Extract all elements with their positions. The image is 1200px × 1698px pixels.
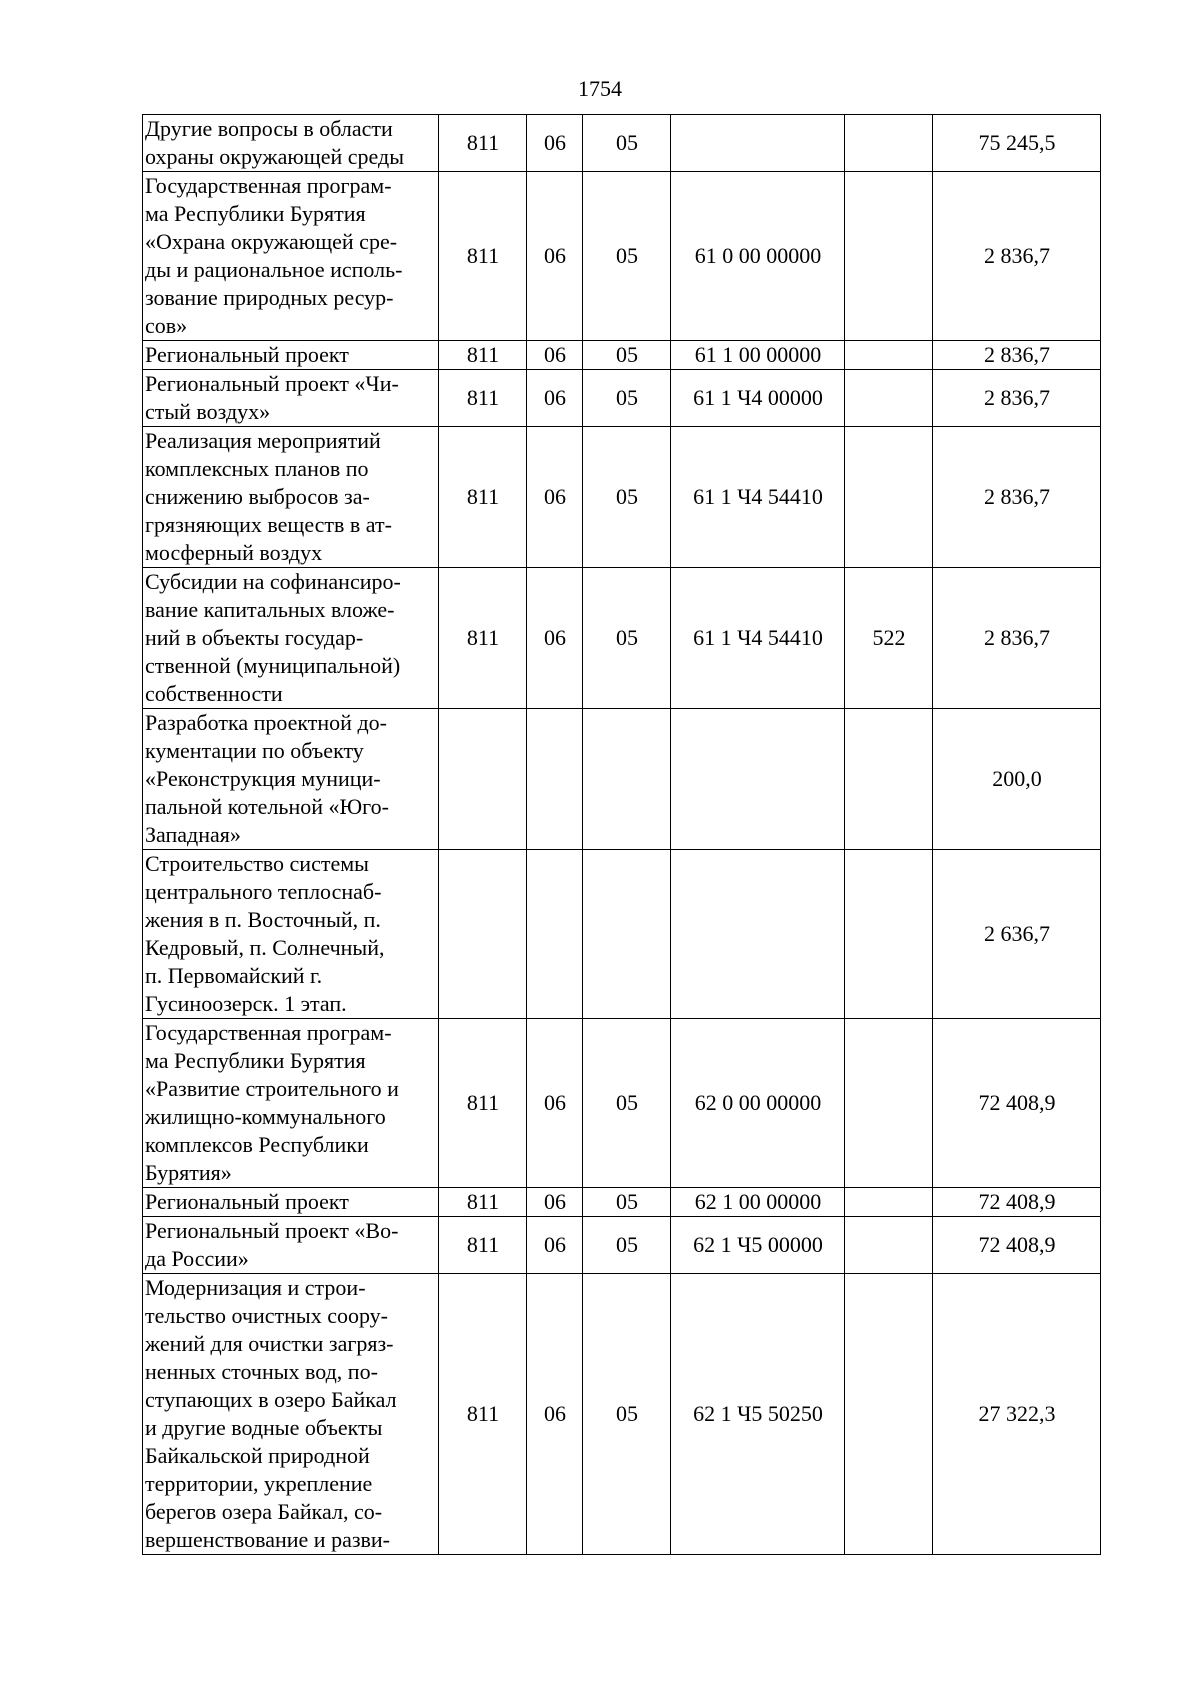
name-line: Байкальской природной bbox=[145, 1443, 370, 1468]
name-line: берегов озера Байкал, со- bbox=[145, 1499, 383, 1524]
table-row bbox=[143, 115, 1101, 172]
name-cell bbox=[143, 709, 439, 850]
target-article-cell: 62 1 Ч5 00000 bbox=[671, 1217, 845, 1274]
name-line: территории, укрепление bbox=[145, 1471, 373, 1496]
subsection-cell bbox=[583, 709, 671, 850]
glav-cell: 811 bbox=[439, 172, 527, 341]
expense-type-cell bbox=[845, 1019, 933, 1188]
expense-type-cell bbox=[845, 172, 933, 341]
expense-type-cell bbox=[845, 427, 933, 568]
table-row bbox=[143, 370, 1101, 427]
expense-type-cell bbox=[845, 1188, 933, 1217]
glav-cell: 811 bbox=[439, 1217, 527, 1274]
target-article-cell bbox=[671, 850, 845, 1019]
name-line: Государственная програм- bbox=[145, 1020, 392, 1045]
name-line: вершенствование и разви- bbox=[145, 1527, 391, 1552]
name-cell bbox=[143, 1019, 439, 1188]
section-cell bbox=[527, 709, 583, 850]
name-line: Региональный проект bbox=[145, 342, 349, 367]
name-line: пальной котельной «Юго- bbox=[145, 794, 389, 819]
subsection-cell: 05 bbox=[583, 568, 671, 709]
target-article-cell: 62 0 00 00000 bbox=[671, 1019, 845, 1188]
subsection-cell: 05 bbox=[583, 370, 671, 427]
section-cell: 06 bbox=[527, 1217, 583, 1274]
name-line: Государственная програм- bbox=[145, 173, 392, 198]
section-cell: 06 bbox=[527, 1019, 583, 1188]
section-cell: 06 bbox=[527, 1188, 583, 1217]
target-article-cell bbox=[671, 115, 845, 172]
amount-cell: 2 836,7 bbox=[933, 341, 1101, 370]
name-line: Другие вопросы в области bbox=[145, 116, 393, 141]
name-cell bbox=[143, 341, 439, 370]
name-line: Строительство системы bbox=[145, 851, 369, 876]
name-cell bbox=[143, 1217, 439, 1274]
name-cell bbox=[143, 172, 439, 341]
name-line: тельство очистных соору- bbox=[145, 1303, 389, 1328]
table-row bbox=[143, 1019, 1101, 1188]
subsection-cell: 05 bbox=[583, 1188, 671, 1217]
name-line: Модернизация и строи- bbox=[145, 1275, 366, 1300]
name-cell bbox=[143, 370, 439, 427]
glav-cell: 811 bbox=[439, 341, 527, 370]
table-row bbox=[143, 850, 1101, 1019]
name-line: стый воздух» bbox=[145, 399, 271, 424]
name-line: снижению выбросов за- bbox=[145, 484, 370, 509]
amount-cell: 2 836,7 bbox=[933, 172, 1101, 341]
name-line: Субсидии на софинансиро- bbox=[145, 569, 401, 594]
target-article-cell: 62 1 Ч5 50250 bbox=[671, 1274, 845, 1555]
glav-cell: 811 bbox=[439, 370, 527, 427]
glav-cell bbox=[439, 709, 527, 850]
amount-cell: 72 408,9 bbox=[933, 1217, 1101, 1274]
section-cell: 06 bbox=[527, 115, 583, 172]
name-line: собственности bbox=[145, 681, 283, 706]
table-row bbox=[143, 1188, 1101, 1217]
name-line: ма Республики Бурятия bbox=[145, 1048, 366, 1073]
table-body bbox=[143, 115, 1101, 1555]
amount-cell: 2 836,7 bbox=[933, 427, 1101, 568]
amount-cell: 72 408,9 bbox=[933, 1019, 1101, 1188]
name-line: зование природных ресур- bbox=[145, 285, 394, 310]
expense-type-cell bbox=[845, 850, 933, 1019]
glav-cell: 811 bbox=[439, 568, 527, 709]
name-line: грязняющих веществ в ат- bbox=[145, 512, 392, 537]
name-line: «Развитие строительного и bbox=[145, 1076, 399, 1101]
target-article-cell: 62 1 00 00000 bbox=[671, 1188, 845, 1217]
name-line: Региональный проект bbox=[145, 1189, 349, 1214]
name-line: Гусиноозерск. 1 этап. bbox=[145, 991, 347, 1016]
glav-cell: 811 bbox=[439, 1188, 527, 1217]
name-line: Региональный проект «Во- bbox=[145, 1218, 399, 1243]
name-line: ний в объекты государ- bbox=[145, 625, 364, 650]
amount-cell: 72 408,9 bbox=[933, 1188, 1101, 1217]
table-row bbox=[143, 709, 1101, 850]
name-cell bbox=[143, 427, 439, 568]
name-line: жений для очистки загряз- bbox=[145, 1331, 394, 1356]
section-cell: 06 bbox=[527, 427, 583, 568]
page-number: 1754 bbox=[578, 76, 622, 101]
expense-type-cell bbox=[845, 115, 933, 172]
name-line: жения в п. Восточный, п. bbox=[145, 907, 381, 932]
name-line: кументации по объекту bbox=[145, 738, 364, 763]
target-article-cell bbox=[671, 709, 845, 850]
subsection-cell: 05 bbox=[583, 172, 671, 341]
expense-type-cell bbox=[845, 709, 933, 850]
section-cell: 06 bbox=[527, 1274, 583, 1555]
table-row bbox=[143, 1274, 1101, 1555]
name-line: «Охрана окружающей сре- bbox=[145, 229, 398, 254]
section-cell: 06 bbox=[527, 370, 583, 427]
section-cell: 06 bbox=[527, 568, 583, 709]
budget-table bbox=[142, 114, 1101, 1555]
subsection-cell: 05 bbox=[583, 115, 671, 172]
subsection-cell: 05 bbox=[583, 1019, 671, 1188]
name-cell bbox=[143, 1188, 439, 1217]
section-cell: 06 bbox=[527, 172, 583, 341]
target-article-cell: 61 1 Ч4 00000 bbox=[671, 370, 845, 427]
name-line: сов» bbox=[145, 313, 188, 338]
glav-cell: 811 bbox=[439, 1019, 527, 1188]
name-cell bbox=[143, 115, 439, 172]
amount-cell: 2 636,7 bbox=[933, 850, 1101, 1019]
target-article-cell: 61 1 00 00000 bbox=[671, 341, 845, 370]
section-cell bbox=[527, 850, 583, 1019]
name-line: комплексных планов по bbox=[145, 456, 369, 481]
glav-cell: 811 bbox=[439, 427, 527, 568]
subsection-cell bbox=[583, 850, 671, 1019]
amount-cell: 75 245,5 bbox=[933, 115, 1101, 172]
amount-cell: 27 322,3 bbox=[933, 1274, 1101, 1555]
name-line: ды и рациональное исполь- bbox=[145, 257, 403, 282]
section-cell: 06 bbox=[527, 341, 583, 370]
name-line: Кедровый, п. Солнечный, bbox=[145, 935, 385, 960]
name-line: Бурятия» bbox=[145, 1160, 232, 1185]
glav-cell: 811 bbox=[439, 115, 527, 172]
subsection-cell: 05 bbox=[583, 427, 671, 568]
name-line: мосферный воздух bbox=[145, 540, 323, 565]
expense-type-cell bbox=[845, 370, 933, 427]
name-line: Реализация мероприятий bbox=[145, 428, 381, 453]
name-line: ненных сточных вод, по- bbox=[145, 1359, 378, 1384]
name-cell bbox=[143, 568, 439, 709]
subsection-cell: 05 bbox=[583, 1274, 671, 1555]
name-line: вание капитальных вложе- bbox=[145, 597, 395, 622]
target-article-cell: 61 1 Ч4 54410 bbox=[671, 427, 845, 568]
name-line: Региональный проект «Чи- bbox=[145, 371, 399, 396]
name-line: жилищно-коммунального bbox=[145, 1104, 386, 1129]
amount-cell: 2 836,7 bbox=[933, 568, 1101, 709]
amount-cell: 200,0 bbox=[933, 709, 1101, 850]
subsection-cell: 05 bbox=[583, 1217, 671, 1274]
name-cell bbox=[143, 850, 439, 1019]
amount-cell: 2 836,7 bbox=[933, 370, 1101, 427]
target-article-cell: 61 0 00 00000 bbox=[671, 172, 845, 341]
name-line: п. Первомайский г. bbox=[145, 963, 323, 988]
name-line: ступающих в озеро Байкал bbox=[145, 1387, 397, 1412]
name-line: и другие водные объекты bbox=[145, 1415, 383, 1440]
expense-type-cell: 522 bbox=[845, 568, 933, 709]
name-line: ма Республики Бурятия bbox=[145, 201, 366, 226]
name-line: «Реконструкция муници- bbox=[145, 766, 381, 791]
name-line: да России» bbox=[145, 1246, 249, 1271]
table-row bbox=[143, 427, 1101, 568]
name-cell bbox=[143, 1274, 439, 1555]
table-row bbox=[143, 341, 1101, 370]
table-row bbox=[143, 568, 1101, 709]
name-line: комплексов Республики bbox=[145, 1132, 369, 1157]
expense-type-cell bbox=[845, 341, 933, 370]
name-line: охраны окружающей среды bbox=[145, 144, 404, 169]
name-line: Разработка проектной до- bbox=[145, 710, 387, 735]
name-line: центрального теплоснаб- bbox=[145, 879, 382, 904]
expense-type-cell bbox=[845, 1217, 933, 1274]
table-row bbox=[143, 1217, 1101, 1274]
target-article-cell: 61 1 Ч4 54410 bbox=[671, 568, 845, 709]
subsection-cell: 05 bbox=[583, 341, 671, 370]
glav-cell: 811 bbox=[439, 1274, 527, 1555]
expense-type-cell bbox=[845, 1274, 933, 1555]
glav-cell bbox=[439, 850, 527, 1019]
name-line: ственной (муниципальной) bbox=[145, 653, 401, 678]
name-line: Западная» bbox=[145, 822, 241, 847]
table-row bbox=[143, 172, 1101, 341]
